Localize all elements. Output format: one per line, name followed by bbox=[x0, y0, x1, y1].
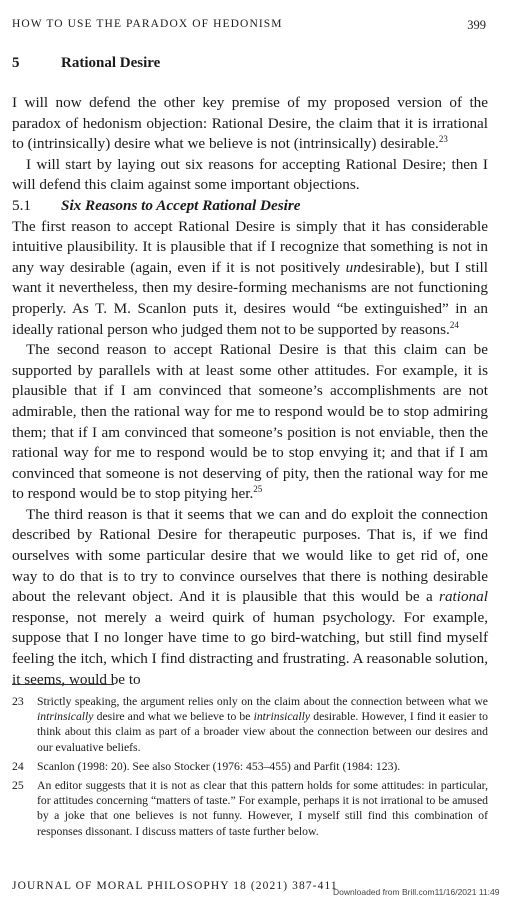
footnote-text: An editor suggests that it is not as clear that this pattern holds for some attitudes: in particular, for attitudes concerning “matters of taste.” For example, perhaps it is not irrational to be amused by a joke that one believes is not funny. However, I myself still find this combination of responses dissonant. I discuss matters of taste further below. bbox=[37, 779, 488, 838]
footnote-number: 23 bbox=[12, 695, 24, 708]
paragraph-5-text-b: response, not merely a weird quirk of human psychology. For example, suppose that I no longer have time to go bird-watching, but still find myself feeling the itch, which I find distracting and frustrating. A reasonable solution, it seems, would be to bbox=[12, 608, 488, 688]
paragraph-2: I will start by laying out six reasons for accepting Rational Desire; then I will defend this claim against some important objections. bbox=[12, 155, 488, 194]
running-title: HOW TO USE THE PARADOX OF HEDONISM bbox=[12, 18, 283, 30]
paragraph-1-text: I will now defend the other key premise of my proposed version of the paradox of hedonism objection: Rational Desire, the claim that it is irrational to (intrinsically) desire what we believe is not (intrinsically) desirable. bbox=[12, 94, 488, 153]
page-number: 399 bbox=[467, 18, 486, 32]
paragraph-5-emphasis: rational bbox=[439, 588, 488, 606]
section-heading bbox=[12, 55, 160, 72]
footnote-number: 25 bbox=[12, 779, 24, 793]
footnote-23 bbox=[12, 694, 488, 755]
journal-footer: JOURNAL OF MORAL PHILOSOPHY 18 (2021) 387-411 bbox=[12, 880, 338, 892]
paragraph-4 bbox=[12, 340, 488, 505]
footnote-25 bbox=[12, 778, 488, 839]
footnotes bbox=[12, 694, 488, 843]
footnote-text: Scanlon (1998: 20). See also Stocker (1976: 453–455) and Parfit (1984: 123). bbox=[37, 759, 401, 773]
footnote-divider bbox=[12, 684, 114, 685]
subsection-heading bbox=[12, 196, 488, 217]
section-number: 5 bbox=[12, 55, 20, 71]
paragraph-1 bbox=[12, 93, 488, 155]
paragraph-3-text-b: desirable), but I still want it nevertheless, then my desire-forming mechanisms are not functioning properly. As T. M. Scanlon puts it, desires would “be extinguished” in an ideally rational person who judged them not to be supported by reasons. bbox=[12, 258, 488, 338]
paragraph-5-text-a: The third reason is that it seems that we can and do exploit the connection described by Rational Desire for therapeutic purposes. That is, if we find ourselves with some particular desire that we would like to get rid of, one way to do that is to try to convince ourselves that there is nothing desirable about the relevant object. And it is plausible that this would be a bbox=[12, 505, 488, 606]
running-header bbox=[12, 18, 486, 33]
footnote-number: 24 bbox=[12, 759, 24, 773]
body-text bbox=[12, 93, 488, 690]
paragraph-3-emphasis: un bbox=[345, 258, 361, 276]
footnote-ref-25[interactable]: 25 bbox=[253, 484, 263, 495]
paragraph-3 bbox=[12, 217, 488, 341]
subsection-title: Six Reasons to Accept Rational Desire bbox=[61, 196, 301, 214]
subsection-number: 5.1 bbox=[12, 196, 31, 214]
paragraph-5 bbox=[12, 505, 488, 690]
paragraph-3-text-a: The first reason to accept Rational Desire is simply that it has considerable intuitive plausibility. It is plausible that if I recognize that something is not in any way desirable (again, even if it is not positively bbox=[12, 217, 488, 276]
download-stamp: Downloaded from Brill.com11/16/2021 11:49 bbox=[333, 887, 500, 897]
section-title: Rational Desire bbox=[61, 55, 161, 71]
footnote-ref-23[interactable]: 23 bbox=[438, 134, 448, 145]
paragraph-4-text: The second reason to accept Rational Desire is that this claim can be supported by parallels with at least some other attitudes. For example, it is plausible that if I am convinced that someone’s accomplishments are not admirable, then the rational way for me to respond would be to stop admiring them; that if I am convinced that someone’s position is not enviable, then the rational way for me to respond would be to stop envying it; and that if I am convinced that someone is not deserving of pity, then the rational way for me to respond would be to stop pitying her. bbox=[12, 341, 488, 503]
footnote-text: Strictly speaking, the argument relies only on the claim about the connection between what we intrinsically desire and what we believe to be intrinsically desirable. However, I find it easier to think about this claim as part of a broader view about the connection between our desires and our evaluative beliefs. bbox=[37, 695, 488, 754]
footnote-ref-24[interactable]: 24 bbox=[449, 319, 459, 330]
footnote-24 bbox=[12, 759, 488, 774]
